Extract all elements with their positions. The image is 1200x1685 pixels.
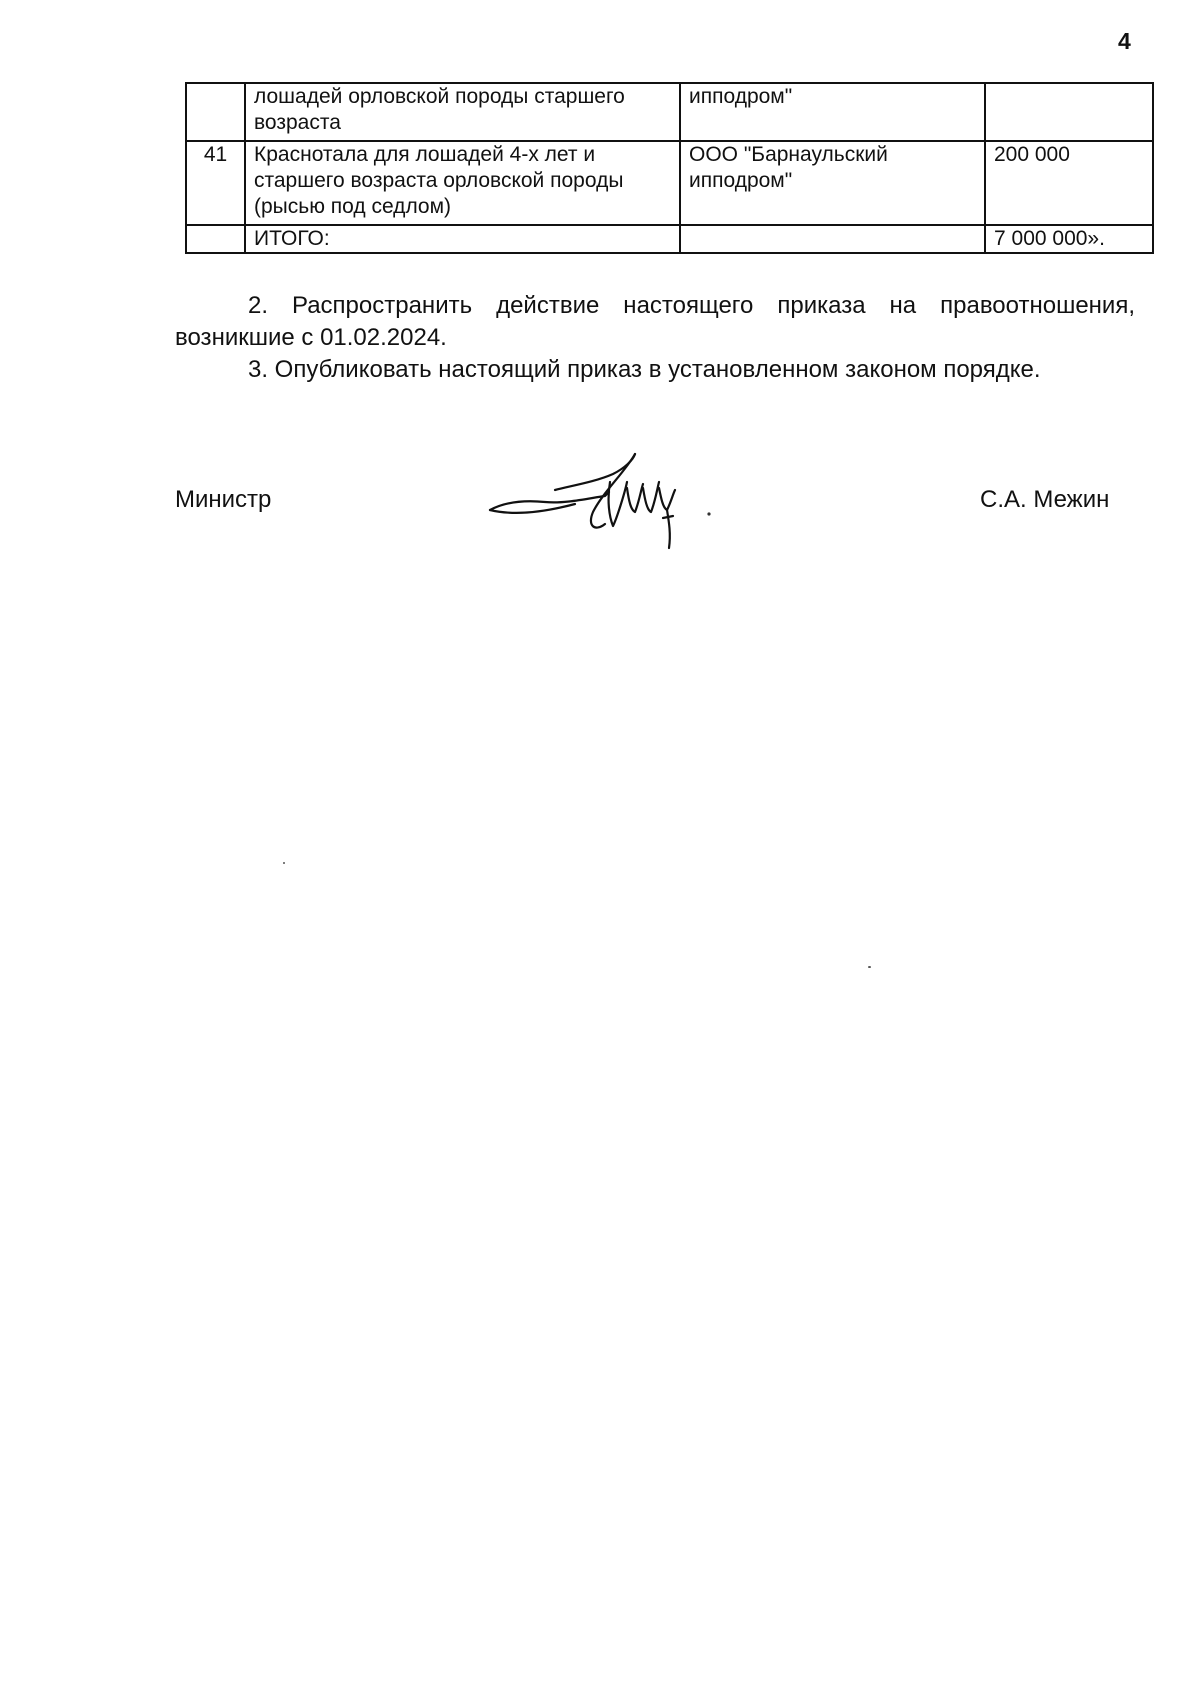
total-amount: 7 000 000». (985, 225, 1153, 253)
race-name: Краснотала для лошадей 4-х лет и старшего возраста орловской породы (рысью под седлом) (245, 141, 680, 225)
prize-table (185, 82, 1154, 254)
scan-speck (868, 966, 871, 968)
prize-amount: 200 000 (985, 141, 1153, 225)
organizer (680, 225, 985, 253)
signatory-role: Министр (175, 486, 272, 513)
race-name: лошадей орловской породы старшего возраста (245, 83, 680, 141)
paragraph-3: 3. Опубликовать настоящий приказ в установленном законом порядке. (248, 356, 1041, 383)
table-total-row (186, 225, 1153, 253)
organizer: ООО "Барнаульский ипподром" (680, 141, 985, 225)
signatory-name: С.А. Межин (980, 486, 1110, 513)
row-number (186, 83, 245, 141)
total-label: ИТОГО: (245, 225, 680, 253)
table-row (186, 83, 1153, 141)
prize-amount (985, 83, 1153, 141)
row-number (186, 225, 245, 253)
page-number: 4 (1118, 28, 1131, 54)
organizer: ипподром" (680, 83, 985, 141)
row-number: 41 (186, 141, 245, 225)
table-row (186, 141, 1153, 225)
handwritten-signature (485, 452, 735, 562)
paragraph-2: 2. Распространить действие настоящего приказа на правоотношения, возникшие с 01.02.2024. (175, 292, 1135, 351)
scan-speck (283, 862, 285, 864)
